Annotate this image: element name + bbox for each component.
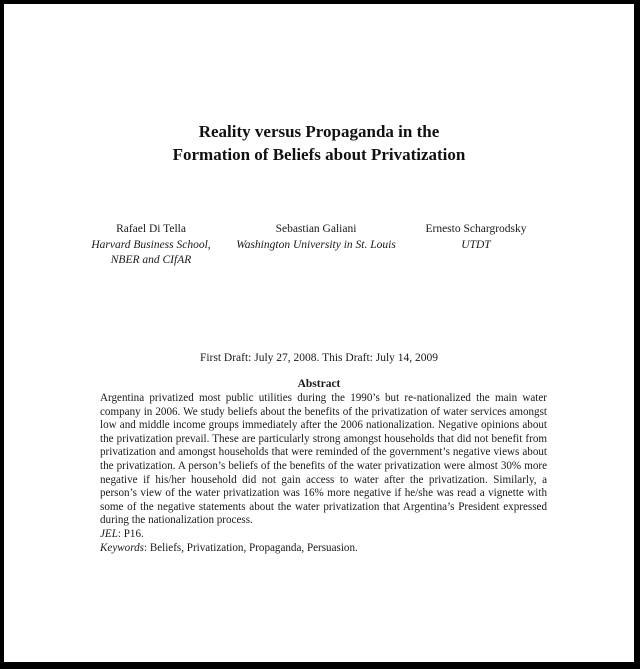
keywords-label: Keywords: [100, 541, 144, 554]
author-name: Ernesto Schargrodsky: [425, 223, 527, 235]
jel-value: : P16.: [117, 527, 144, 540]
abstract-heading: Abstract: [297, 378, 341, 390]
abstract-section: [100, 392, 547, 555]
keywords: [100, 542, 547, 556]
jel-label: JEL: [100, 527, 118, 540]
author-affiliation-line-2: NBER and CIfAR: [110, 254, 192, 266]
author-affiliation-line-1: Washington University in St. Louis: [236, 238, 396, 251]
jel-codes: [100, 528, 547, 542]
author-name: Sebastian Galiani: [275, 223, 357, 235]
paper-page: [4, 4, 634, 662]
keywords-value: : Beliefs, Privatization, Propaganda, Persuasion.: [143, 541, 358, 554]
paper-title: [4, 120, 634, 166]
abstract-body: Argentina privatized most public utilities during the 1990’s but re-nationalized the main water company in 2006. We study beliefs about the benefits of the privatization of water services amongst low and middle income groups immediately after the 2006 nationalization. Negative opinions about the privatization prevail. These are particularly strong amongst households that did not benefit from privatization and amongst households that were reminded of the government’s negative views about the privatization. A person’s beliefs of the benefits of the water privatization were almost 30% more negative if his/her household did not gain access to water after the privatization. Similarly, a person’s view of the water privatization was 16% more negative if he/she was read a vignette with some of the negative statements about the water privatization that Argentina’s President expressed during the nationalization process.: [100, 392, 547, 527]
author-affiliation-line-1: UTDT: [461, 238, 491, 251]
author-block-1: [66, 222, 236, 269]
author-affiliation-line-1: Harvard Business School,: [91, 238, 211, 251]
title-line-1: Reality versus Propaganda in the: [198, 122, 440, 141]
author-block-2: [231, 222, 401, 253]
draft-dates: First Draft: July 27, 2008. This Draft: July 14, 2009: [199, 352, 439, 364]
title-line-2: Formation of Beliefs about Privatization: [172, 145, 466, 164]
author-name: Rafael Di Tella: [116, 223, 186, 235]
author-block-3: [391, 222, 561, 253]
